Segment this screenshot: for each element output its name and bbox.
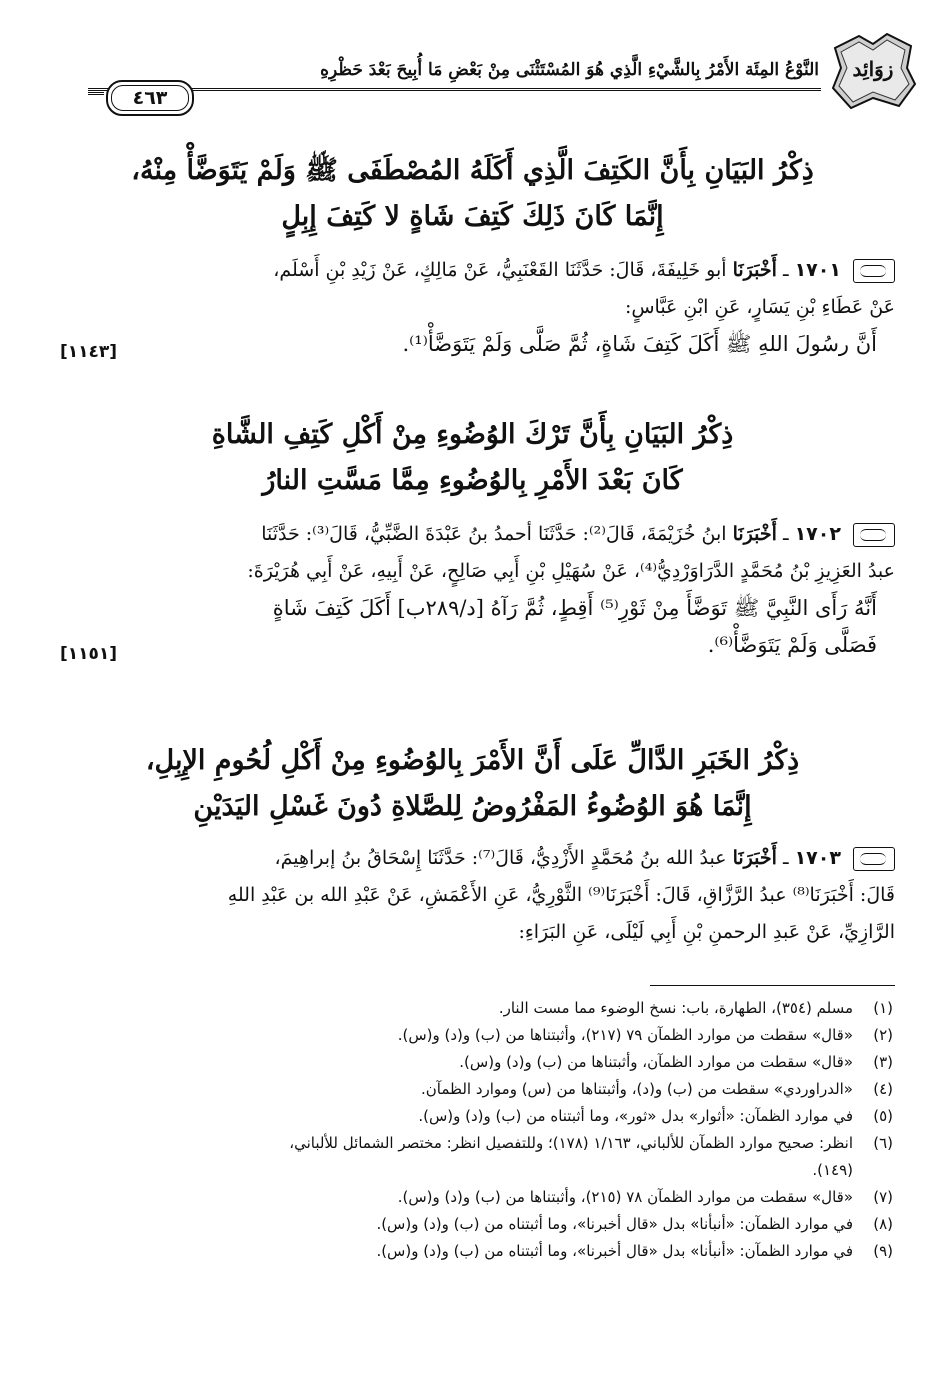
footnote-continuation: (١٤٩). xyxy=(812,1161,853,1179)
chapter-heading-3: ذِكْرُ الخَبَرِ الدَّالِّ عَلَى أَنَّ الأَمْرَ بِالوُضُوءِ مِنْ أَكْلِ لُحُومِ الإِبِلِ، إِنَّمَا هُوَ الوُضُوءُ المَفْرُوضُ لِلصَّلاةِ دُونَ غَسْلِ اليَدَيْنِ xyxy=(145,745,800,822)
footnote: (١) مسلم (٣٥٤)، الطهارة، باب: نسخ الوضوء مما مست النار. xyxy=(498,999,893,1017)
hadith-marker-icon xyxy=(853,523,895,547)
svg-text:زوَائِد: زوَائِد xyxy=(852,57,894,81)
chapter-heading-2: ذِكْرُ البَيَانِ بِأَنَّ تَرْكَ الوُضُوءِ مِنْ أَكْلِ كَتِفِ الشَّاةِ كَانَ بَعْدَ الأَمْرِ بِالوُضُوءِ مِمَّا مَسَّتِ النارُ xyxy=(211,419,734,496)
hadith-text: أَنَّ رسُولَ اللهِ ﷺ أَكَلَ كَتِفَ شَاةٍ، ثُمَّ صَلَّى وَلَمْ يَتَوَضَّأْ⁽¹⁾. xyxy=(402,332,877,356)
hadith-reference: [١١٤٣] xyxy=(60,342,118,362)
footnote: (٣) «قال» سقطت من موارد الظمآن، وأثبتناها من (ب) و(د) و(س). xyxy=(459,1053,893,1071)
footnote: (٩) في موارد الظمآن: «أنبأنا» بدل «قال أخبرنا»، وما أثبتناه من (ب) و(د) و(س). xyxy=(376,1242,893,1260)
isnad-line: قَالَ: أَخْبَرَنَا⁽⁸⁾ عبدُ الرَّزَّاقِ، قَالَ: أَخْبَرَنَا⁽⁹⁾ الثَّوْرِيُّ، عَنِ الأَعْمَشِ، عَنْ عَبْدِ الله بن عَبْدِ اللهِ xyxy=(227,884,895,906)
hadith-1701 xyxy=(60,252,895,363)
page-header xyxy=(88,28,917,118)
footnote: (٦) انظر: صحيح موارد الظمآن للألباني، ١/١٦٣ (١٧٨)؛ وللتفصيل انظر: مختصر الشمائل للألباني، xyxy=(289,1134,893,1152)
running-title: النَّوْعُ المِئَة الأَمْرُ بِالشَّيْءِ الَّذِي هُوَ المُسْتَثْنَى مِنْ بَعْضِ مَا أُبِيحَ بَعْدَ حَظْرِهِ xyxy=(320,60,819,80)
footnote: (٢) «قال» سقطت من موارد الظمآن ٧٩ (٢١٧)، وأثبتناها من (ب) و(د) و(س). xyxy=(397,1026,893,1044)
chapter-heading-1: ذِكْرُ البَيَانِ بِأَنَّ الكَتِفَ الَّذِي أَكَلَهُ المُصْطَفَى ﷺ وَلَمْ يَتَوَضَّأْ مِنْهُ، إِنَّمَا كَانَ ذَلِكَ كَتِفَ شَاةٍ لا كَتِفَ إِبِلٍ xyxy=(131,155,814,232)
hadith-text: أَنَّهُ رَأَى النَّبِيَّ ﷺ تَوَضَّأَ مِنْ ثَوْرِ⁽⁵⁾ أَقِطٍ، ثُمَّ رَآهُ [د/٢٨٩ب] أَكَلَ كَتِفَ شَاةٍ xyxy=(272,596,877,620)
footnote: (٤) «الدراوردي» سقطت من (ب) و(د)، وأثبتناها من (س) وموارد الظمآن. xyxy=(420,1080,893,1098)
isnad-line: ١٧٠٢ ـ أَخْبَرَنَا ابنُ خُزَيْمَةَ، قَالَ⁽²⁾: حَدَّثَنَا أحمدُ بنُ عَبْدَةَ الضَّبِّيُّ، قَالَ⁽³⁾: حَدَّثَنَا xyxy=(60,516,895,553)
footnotes xyxy=(60,995,893,1265)
header-rule-left xyxy=(88,92,104,95)
footnote: (٨) في موارد الظمآن: «أنبأنا» بدل «قال أخبرنا»، وما أثبتناه من (ب) و(د) و(س). xyxy=(376,1215,893,1233)
hadith-reference: [١١٥١] xyxy=(60,644,118,664)
hadith-marker-icon xyxy=(853,847,895,871)
isnad-line: ١٧٠١ ـ أَخْبَرَنَا أبو خَلِيفَةَ، قَالَ: حَدَّثَنَا القَعْنَبِيُّ، عَنْ مَالِكٍ، عَنْ زَيْدِ بْنِ أَسْلَم، xyxy=(60,252,895,289)
footnote: (٥) في موارد الظمآن: «أثوار» بدل «ثور»، وما أثبتناه من (ب) و(د) و(س). xyxy=(418,1107,893,1125)
isnad-line: عبدُ العَزِيزِ بْنُ مُحَمَّدٍ الدَّرَاوَرْدِيُّ⁽⁴⁾، عَنْ سُهَيْلِ بْنِ أَبِي صَالِحٍ، عَنْ أَبِيهِ، عَنْ أَبِي هُرَيْرَةَ: xyxy=(247,560,895,582)
hadith-text: فَصَلَّى وَلَمْ يَتَوَضَّأْ⁽⁶⁾. xyxy=(707,633,877,657)
footnote: (٧) «قال» سقطت من موارد الظمآن ٧٨ (٢١٥)، وأثبتناها من (ب) و(د) و(س). xyxy=(397,1188,893,1206)
hadith-1702 xyxy=(60,516,895,664)
page-number: ٤٦٣ xyxy=(106,80,194,116)
hadith-1703 xyxy=(60,840,895,951)
header-rule xyxy=(88,88,821,91)
isnad-line: ١٧٠٣ ـ أَخْبَرَنَا عبدُ الله بنُ مُحَمَّدٍ الأَزْدِيُّ، قَالَ⁽⁷⁾: حَدَّثَنَا إِسْحَاقُ بنُ إبراهِيمَ، xyxy=(60,840,895,877)
isnad-line: الرَّازِيِّ، عَنْ عَبدِ الرحمنِ بْنِ أَبِي لَيْلَى، عَنِ البَرَاءِ: xyxy=(518,921,895,943)
footnote-separator xyxy=(650,985,895,986)
isnad-line: عَنْ عَطَاءِ بْنِ يَسَارٍ، عَنِ ابْنِ عَبَّاسٍ: xyxy=(624,296,895,318)
hadith-marker-icon xyxy=(853,259,895,283)
zawaid-emblem-icon xyxy=(829,28,917,112)
